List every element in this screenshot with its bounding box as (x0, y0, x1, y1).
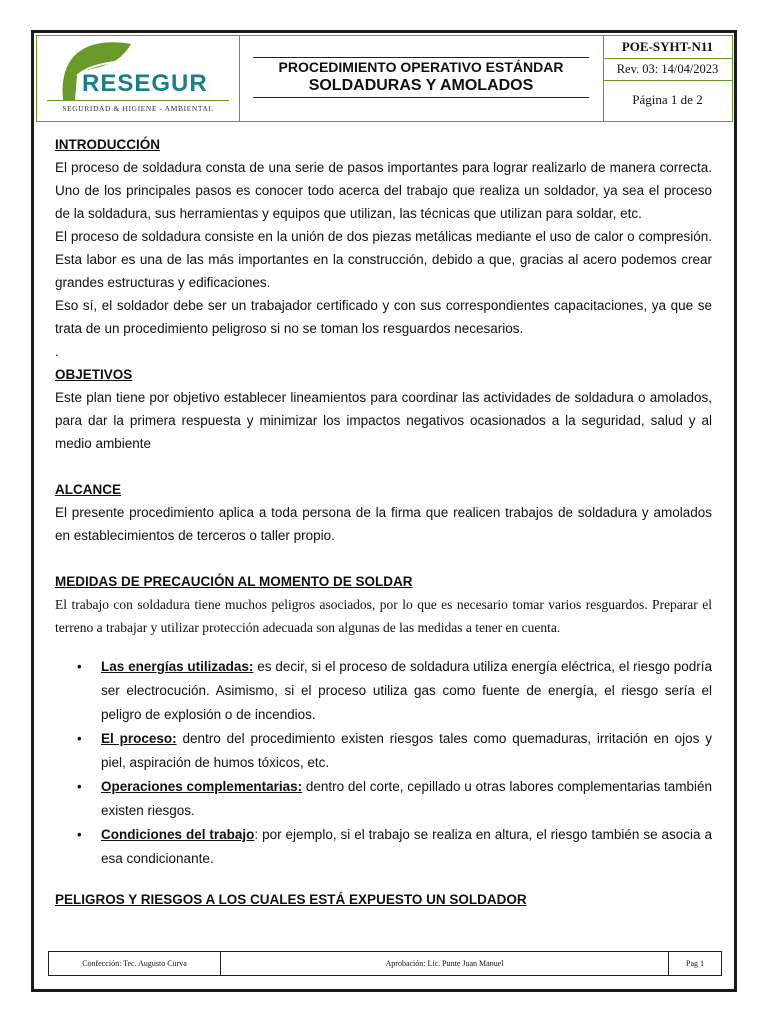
section-heading-objetivos: OBJETIVOS (55, 367, 133, 382)
objetivos-paragraph: Este plan tiene por objetivo establecer lineamientos para coordinar las actividades de soldadura o amolados, para dar la primera respuesta y minimizar los impactos negativos ocasionados a la seguridad, salud y al medio ambiente (55, 390, 712, 451)
document-footer (48, 951, 722, 976)
title-block (239, 36, 604, 121)
section-heading-medidas: MEDIDAS DE PRECAUCIÓN AL MOMENTO DE SOLDAR (55, 574, 413, 589)
footer-confeccion: Confección: Tec. Augusto Curva (82, 959, 187, 968)
page-indicator: Página 1 de 2 (632, 92, 703, 107)
document-header (36, 35, 733, 122)
title-rule-top (253, 57, 589, 58)
document-meta (603, 36, 732, 121)
list-item: • Operaciones complementarias: dentro del corte, cepillado u otras labores complementarias también existen riesgos. (77, 779, 712, 818)
logo (37, 36, 240, 121)
logo-wordmark: RESEGUR (82, 70, 208, 97)
meta-divider (603, 58, 732, 59)
logo-divider (47, 100, 229, 101)
document-code: POE-SYHT-N11 (621, 39, 714, 54)
section-heading-alcance: ALCANCE (55, 482, 121, 497)
medidas-paragraph: El trabajo con soldadura tiene muchos peligros asociados, por lo que es necesario tomar varios resguardos. Preparar el terreno a trabajar y utilizar protección adecuada son algunas de las medidas a tener en cuenta. (55, 597, 712, 635)
list-item-lead: El proceso: (101, 731, 177, 746)
list-item: • Las energías utilizadas: es decir, si el proceso de soldadura utiliza energía eléctrica, el riesgo podría ser electrocución. Asimismo, si el proceso utiliza gas como fuente de energía, el riesgo sería el peligro de explosión o de incendios. (77, 659, 712, 722)
meta-divider (603, 80, 732, 81)
alcance-paragraph: El presente procedimiento aplica a toda persona de la firma que realicen trabajos de soldadura y amolados en establecimientos de terceros o taller propio. (55, 505, 712, 543)
footer-page: Pag 1 (686, 959, 704, 968)
list-item-lead: Condiciones del trabajo (101, 827, 255, 842)
section-heading-introduccion: INTRODUCCIÓN (55, 137, 160, 152)
document-type: PROCEDIMIENTO OPERATIVO ESTÁNDAR (278, 59, 564, 75)
title-rule-bottom (253, 97, 589, 98)
revision-date: Rev. 03: 14/04/2023 (616, 62, 719, 76)
section-heading-peligros: PELIGROS Y RIESGOS A LOS CUALES ESTÁ EXPUESTO UN SOLDADOR (55, 892, 527, 907)
footer-aprobacion: Aprobación: Lic. Punte Juan Manuel (385, 959, 504, 968)
precaution-list (55, 655, 712, 871)
intro-paragraph: El proceso de soldadura consta de una serie de pasos importantes para lograr realizarlo de manera correcta. Uno de los principales pasos es conocer todo acerca del trabajo que realiza un soldador, ya sea el proceso de la soldadura, sus herramientas y equipos que utilizan, las técnicas que utilizan para soldar, etc. (55, 160, 712, 221)
list-item-text: es decir, si el proceso de soldadura utiliza energía eléctrica, el riesgo podría ser electrocución. Asimismo, si el proceso utiliza gas como fuente de energía, el riesgo sería el peligro de explosión o de incendios. (101, 659, 712, 722)
list-item-text: dentro del procedimiento existen riesgos tales como quemaduras, irritación en ojos y piel, aspiración de humos tóxicos, etc. (101, 731, 712, 770)
document-body (55, 133, 712, 911)
intro-period: . (55, 344, 59, 359)
list-item-text: : por ejemplo, si el trabajo se realiza en altura, el riesgo también se asocia a esa condicionante. (101, 827, 712, 866)
intro-paragraph: El proceso de soldadura consiste en la unión de dos piezas metálicas mediante el uso de calor o compresión. Esta labor es una de las más importantes en la construcción, debido a que, gracias al acero podemos crear grandes estructuras y edificaciones. (55, 229, 712, 290)
list-item-text: dentro del corte, cepillado u otras labores complementarias también existen riesgos. (101, 779, 712, 818)
list-item-lead: Las energías utilizadas: (101, 659, 254, 674)
list-item-lead: Operaciones complementarias: (101, 779, 303, 794)
document-title: SOLDADURAS Y AMOLADOS (308, 77, 534, 94)
intro-paragraph: Eso sí, el soldador debe ser un trabajador certificado y con sus correspondientes capacitaciones, ya que se trata de un procedimiento peligroso si no se toman los resguardos necesarios. (55, 298, 712, 336)
list-item: • Condiciones del trabajo: por ejemplo, si el trabajo se realiza en altura, el riesgo también se asocia a esa condicionante. (77, 827, 712, 866)
logo-tagline: SEGURIDAD & HIGIENE - AMBIENTAL (62, 104, 214, 113)
list-item: • El proceso: dentro del procedimiento existen riesgos tales como quemaduras, irritación en ojos y piel, aspiración de humos tóxicos, etc. (77, 731, 712, 770)
